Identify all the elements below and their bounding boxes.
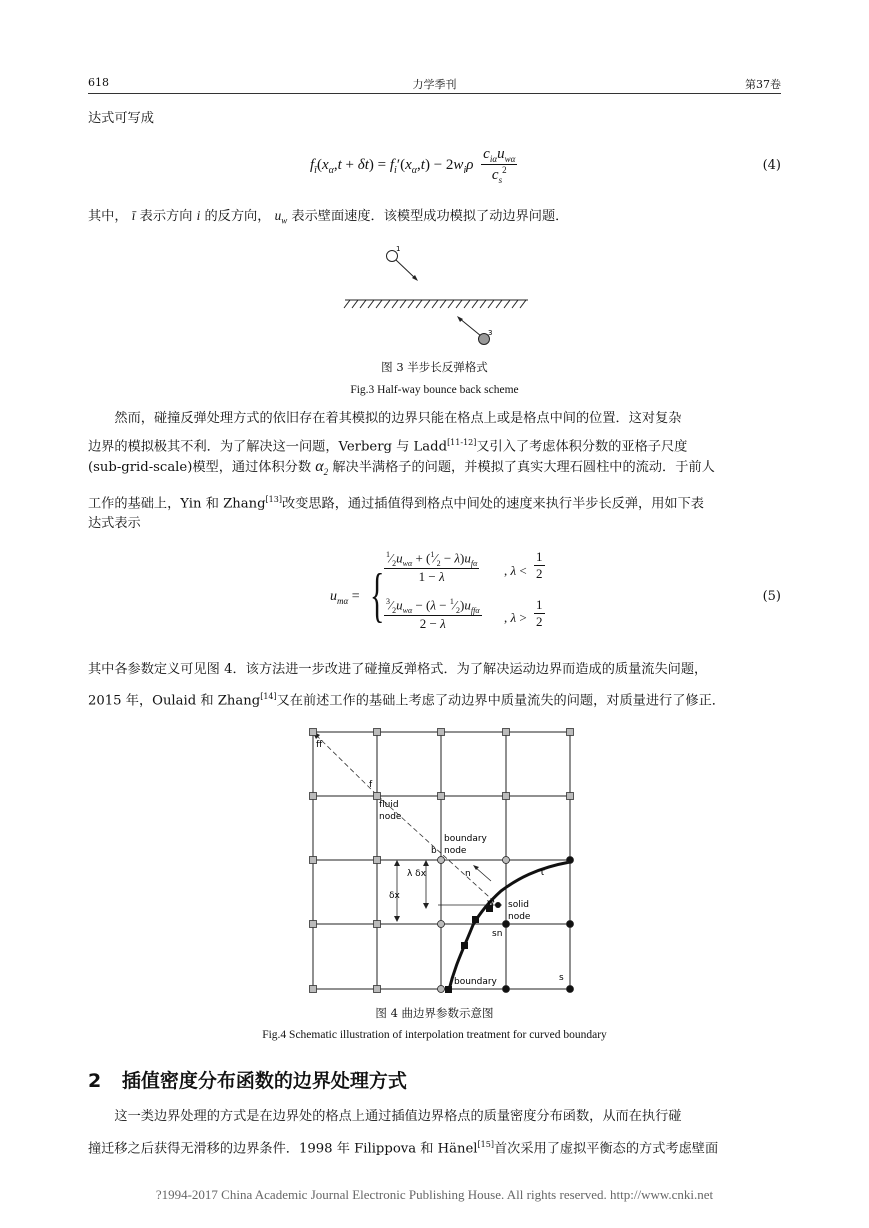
fluid-node [438, 793, 445, 800]
figure-4-curved-boundary [305, 725, 580, 997]
fig3-label-top: 1 [396, 245, 401, 253]
label-n: n [465, 869, 471, 879]
text-run: 表示方向 [139, 209, 193, 224]
hatch-mark [392, 300, 398, 308]
section-number: 2 [88, 1070, 102, 1092]
journal-title: 力学季刊 [412, 78, 457, 91]
hatch-mark [384, 300, 390, 308]
boundary-node [503, 857, 510, 864]
fluid-node [503, 729, 510, 736]
hatch-mark [464, 300, 470, 308]
hatch-mark [440, 300, 446, 308]
figure-3-caption-en: Fig.3 Half-way bounce back scheme [350, 384, 519, 396]
copyright-footer: ?1994-2017 China Academic Journal Electronic Publishing House. All rights reserved. http://www.cnki.net [155, 1187, 714, 1202]
hatch-mark [416, 300, 422, 308]
fig3-label-bottom: 3 [488, 329, 493, 337]
node-sn-square [472, 916, 479, 923]
fluid-node [567, 729, 574, 736]
fluid-node [374, 921, 381, 928]
wall-hatching [344, 300, 526, 308]
text-run: 改变思路，通过插值得到格点中间处的速度来执行半步长反弹，用如下表 [281, 496, 704, 512]
citation: [14] [260, 692, 277, 701]
label-w: w [487, 898, 495, 908]
paragraph-4-line-1: 其中各参数定义可见图 4．该方法进一步改进了碰撞反弹格式．为了解决运动边界而造成的质量流失问题， [88, 662, 708, 677]
label-f: f [369, 780, 373, 790]
text-run: (sub-grid-scale)模型，通过体积分数 [88, 460, 312, 475]
hatch-mark [488, 300, 494, 308]
hatch-mark [456, 300, 462, 308]
fluid-node [374, 729, 381, 736]
paragraph-where [88, 204, 781, 233]
label-lambda-dx: λ δx [407, 869, 427, 879]
node-curve-square [461, 942, 468, 949]
text-run: 2015 年，Oulaid 和 Zhang [88, 693, 261, 709]
page-number: 618 [88, 76, 109, 89]
hatch-mark [520, 300, 526, 308]
fluid-node [374, 793, 381, 800]
text-run: 其中， [88, 209, 128, 224]
dx-arrow-up [394, 860, 400, 866]
hatch-mark [512, 300, 518, 308]
equation-4: $f_ī(x_\alpha,t + \delta t) = f_i'(x_\alpha,t) - 2w_i\rho$ $c_{i\alpha}u_{w\alpha}$ $c_s^2$ [310, 146, 516, 185]
fluid-node [310, 986, 317, 993]
hatch-mark [376, 300, 382, 308]
paragraph-3-line-1: 然而，碰撞反弹处理方式的依旧存在着其模拟的边界只能在格点上或是格点中间的位置．这对复杂 [114, 411, 682, 426]
label-solid-1: solid [508, 900, 529, 910]
paragraph-3-line-3 [88, 455, 781, 485]
text-run: 边界的模拟极其不利．为了解决这一问题，Verberg 与 Ladd [88, 439, 448, 455]
section-2-heading [88, 1066, 407, 1093]
label-s: s [559, 973, 564, 983]
header-rule [88, 93, 781, 94]
fluid-node [438, 729, 445, 736]
hatch-mark [360, 300, 366, 308]
paragraph-3-line-5: 达式表示 [88, 516, 141, 531]
solid-node [503, 986, 510, 993]
figure-3-halfway-bounce [330, 242, 540, 350]
solid-node [567, 857, 574, 864]
text-run: 撞迁移之后获得无滑移的边界条件．1998 年 Filippova 和 Hänel [88, 1141, 478, 1157]
math-i-bar: ī [131, 208, 136, 223]
solid-node [567, 921, 574, 928]
citation: [13] [265, 495, 282, 504]
boundary-node [438, 857, 445, 864]
lambda-arrow-down [423, 903, 429, 909]
fluid-node [310, 729, 317, 736]
hatch-mark [448, 300, 454, 308]
label-b: b [431, 846, 437, 856]
fluid-node [374, 986, 381, 993]
dx-arrow-down [394, 916, 400, 922]
citation: [11-12] [447, 438, 477, 447]
text-run: 首次采用了虚拟平衡态的方式考虑壁面 [493, 1141, 719, 1157]
hatch-mark [496, 300, 502, 308]
text-run: 工作的基础上，Yin 和 Zhang [88, 496, 266, 512]
hatch-mark [352, 300, 358, 308]
label-dx: δx [389, 891, 400, 901]
label-tau: τ [539, 867, 546, 878]
hatch-mark [368, 300, 374, 308]
citation: [15] [477, 1140, 494, 1149]
math-i: i [196, 208, 201, 223]
paragraph-4-line-2 [88, 685, 781, 713]
text-run: 解决半满格子的问题，并模拟了真实大理石圆柱中的流动．于前人 [332, 460, 715, 475]
node-boundary-square [445, 986, 452, 993]
paragraph-intro: 达式可写成 [88, 111, 154, 126]
arrow-incoming [396, 260, 416, 279]
hatch-mark [480, 300, 486, 308]
figure-4-caption-en: Fig.4 Schematic illustration of interpolation treatment for curved boundary [262, 1029, 607, 1041]
hatch-mark [400, 300, 406, 308]
hatch-mark [408, 300, 414, 308]
fluid-node [310, 921, 317, 928]
equation-5-number: (5) [762, 589, 781, 604]
hatch-mark [424, 300, 430, 308]
node-w [495, 902, 501, 908]
text-run: 又引入了考虑体积分数的亚格子尺度 [476, 439, 688, 455]
normal-arrow [475, 867, 491, 881]
label-boundary-node-2: node [444, 846, 467, 856]
curved-boundary [449, 862, 570, 990]
fluid-node [503, 793, 510, 800]
fluid-node [567, 793, 574, 800]
label-fluid-node: node [379, 812, 402, 822]
label-fluid: fluid [379, 800, 399, 810]
label-boundary-node-1: boundary [444, 834, 487, 844]
lambda-arrow-up [423, 860, 429, 866]
boundary-node [438, 921, 445, 928]
hatch-mark [432, 300, 438, 308]
label-sn: sn [492, 929, 503, 939]
text-run: 又在前述工作的基础上考虑了动边界中质量流失的问题，对质量进行了修正． [276, 693, 725, 709]
arrow-outgoing [459, 318, 481, 336]
text-run: 的反方向， [204, 209, 271, 224]
equation-5: $u_{m\alpha}$ = { $^1⁄_2u_{w\alpha}$ + $(^1⁄_2 - \lambda)u_{f\alpha}$ 1 − λ , λ < 1 2 $^3⁄_2u_{w\alpha} - (\lambda$ − $^1⁄_2)u_{ff\alpha}$ 2 − λ , λ > 1 2 [330, 549, 543, 631]
math-alpha2: $\alpha_2$ [315, 458, 329, 478]
fluid-node [310, 793, 317, 800]
paragraph-5-line-2 [88, 1133, 781, 1161]
volume-label: 第37卷 [745, 78, 781, 91]
section-title: 插值密度分布函数的边界处理方式 [121, 1070, 407, 1092]
solid-node [567, 986, 574, 993]
figure-4-caption-cn: 图 4 曲边界参数示意图 [375, 1006, 494, 1020]
label-solid-2: node [508, 912, 531, 922]
equation-4-number: (4) [762, 158, 781, 173]
hatch-mark [344, 300, 350, 308]
math-uw: $u_w$ [274, 208, 288, 226]
paragraph-5-line-1: 这一类边界处理的方式是在边界处的格点上通过插值边界格点的质量密度分布函数，从而在执行碰 [114, 1109, 682, 1124]
figure-3-caption-cn: 图 3 半步长反弹格式 [381, 360, 488, 374]
hatch-mark [504, 300, 510, 308]
hatch-mark [472, 300, 478, 308]
text-run: 表示壁面速度．该模型成功模拟了动边界问题． [291, 209, 569, 224]
label-boundary: boundary [454, 977, 497, 987]
fluid-node [374, 857, 381, 864]
label-ff: ff [316, 740, 323, 750]
boundary-node [438, 986, 445, 993]
fluid-node [310, 857, 317, 864]
